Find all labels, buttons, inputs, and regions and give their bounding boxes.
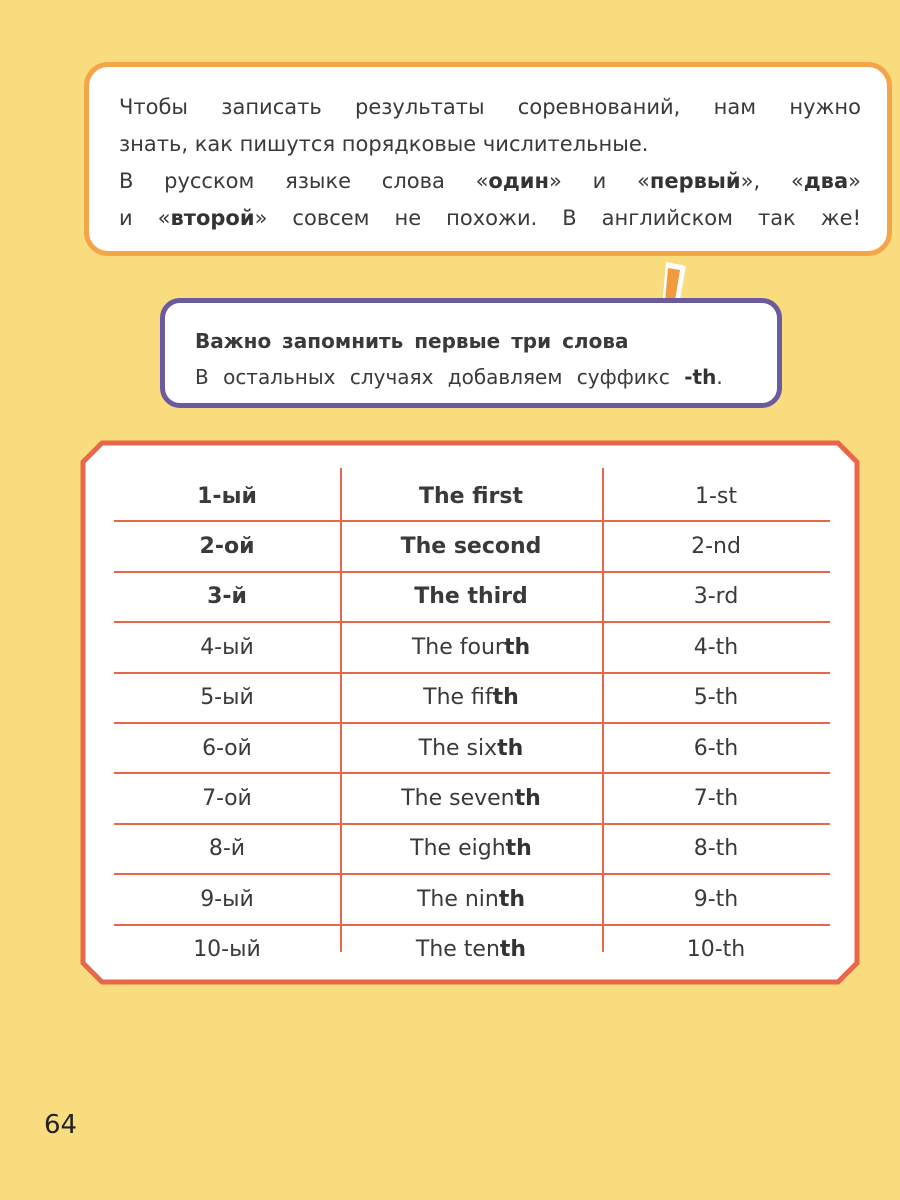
table-row [114,774,830,824]
short-ordinal-cell: 5-th [693,685,739,711]
short-ordinal-cell: 2-nd [691,534,741,560]
english-ordinal-cell [340,635,602,660]
table-row [114,926,830,974]
note-heading: Важно запомнить первые три слова [195,329,629,353]
english-word-suffix: th [514,786,541,812]
english-ordinal-cell [340,736,602,761]
english-ordinal-cell [340,887,602,912]
table-row [114,674,830,724]
english-word-base: The third [414,584,528,610]
intro-line-2: знать, как пишутся порядковые числительные. [119,132,649,156]
short-ordinal-cell: 6-th [693,735,739,761]
ordinal-table [80,440,860,985]
english-word-base: The four [411,634,504,660]
note-text: В остальных случаях добавляем суффикс -th. [195,365,723,389]
short-ordinal-cell: 1-st [694,483,738,509]
short-ordinal-cell: 8-th [693,836,739,862]
russian-ordinal-cell: 5-ый [200,685,254,711]
short-ordinal-cell: 9-th [693,886,739,912]
intro-line-3: В русском языке слова «один» и «первый», «два» [119,169,861,193]
table-row [114,623,830,673]
english-word-base: The second [400,534,542,560]
english-ordinal-cell [340,937,602,962]
english-ordinal-cell [340,685,602,710]
english-word-base: The six [418,735,498,761]
intro-text-box [84,62,892,256]
english-ordinal-cell [340,836,602,861]
russian-ordinal-cell: 7-ой [202,786,252,812]
english-word-suffix: th [505,836,532,862]
table-grid [114,472,830,974]
english-ordinal-cell [340,534,602,559]
russian-ordinal-cell: 4-ый [200,634,254,660]
russian-ordinal-cell: 9-ый [200,886,254,912]
table-row [114,522,830,572]
russian-ordinal-cell: 2-ой [199,534,255,560]
english-ordinal-cell [340,786,602,811]
english-word-base: The first [418,483,524,509]
note-box [160,298,782,408]
russian-ordinal-cell: 3-й [207,584,247,610]
english-word-suffix: th [499,937,527,963]
english-word-suffix: th [497,735,524,761]
russian-ordinal-cell: 1-ый [197,483,257,509]
english-word-base: The nin [416,886,499,912]
english-word-suffix: th [503,634,531,660]
english-ordinal-cell [340,484,602,509]
english-word-base: The ten [415,937,500,963]
table-row [114,573,830,623]
english-word-suffix: th [492,685,519,711]
table-row [114,875,830,925]
english-word-base: The eigh [410,836,506,862]
page-number: 64 [44,1110,78,1140]
table-row [114,724,830,774]
russian-ordinal-cell: 6-ой [202,735,252,761]
table-row [114,472,830,522]
short-ordinal-cell: 4-th [693,634,739,660]
intro-line-1: Чтобы записать результаты соревнований, нам нужно [119,95,861,119]
intro-line-4: и «второй» совсем не похожи. В английском так же! [119,206,862,230]
short-ordinal-cell: 7-th [693,786,739,812]
english-word-suffix: th [498,886,526,912]
table-row [114,825,830,875]
english-word-base: The seven [401,786,515,812]
russian-ordinal-cell: 8-й [208,836,246,862]
english-word-base: The fif [423,685,493,711]
short-ordinal-cell: 3-rd [693,584,739,610]
english-ordinal-cell [340,584,602,609]
russian-ordinal-cell: 10-ый [193,937,261,963]
short-ordinal-cell: 10-th [686,937,746,963]
